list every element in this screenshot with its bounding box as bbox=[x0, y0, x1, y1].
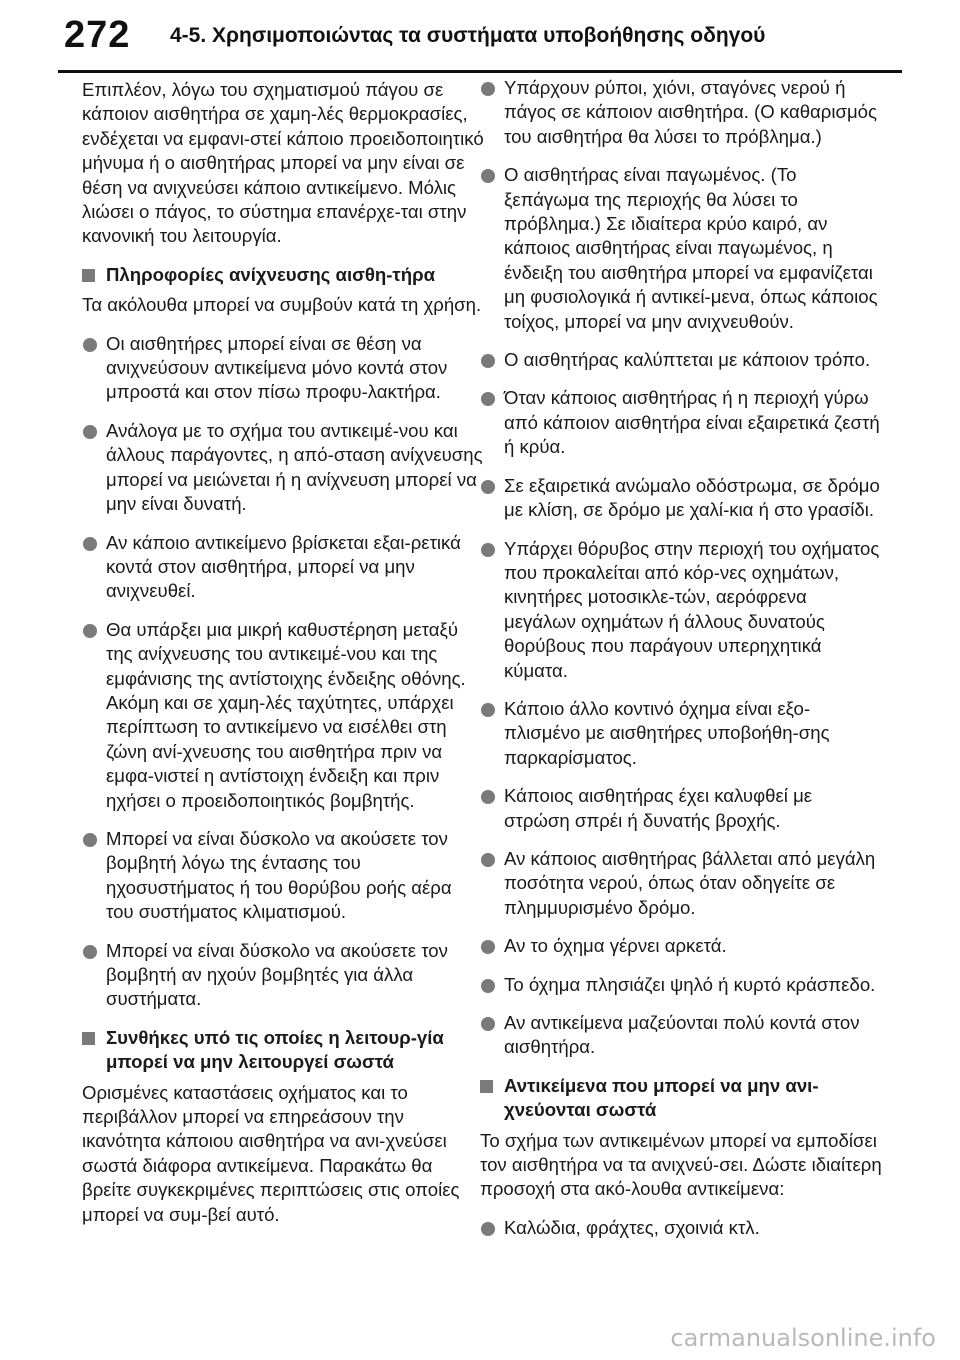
round-bullet-icon bbox=[481, 940, 495, 954]
list-item bbox=[82, 332, 484, 405]
section-heading-undetected-objects bbox=[480, 1074, 882, 1123]
list-item-text: Μπορεί να είναι δύσκολο να ακούσετε τον βομβητή αν ηχούν βομβητές για άλλα συστήματα. bbox=[106, 939, 448, 1010]
left-column bbox=[82, 78, 484, 1241]
list-item-text: Ο αισθητήρας καλύπτεται με κάποιον τρόπο. bbox=[504, 349, 871, 371]
list-item-text: Αν κάποιος αισθητήρας βάλλεται από μεγάλη ποσότητα νερού, όπως όταν οδηγείτε σε πλημμυρισμένο δρόμο. bbox=[504, 847, 876, 918]
list-item bbox=[480, 386, 882, 459]
list-item-text: Όταν κάποιος αισθητήρας ή η περιοχή γύρω από κάποιον αισθητήρα είναι εξαιρετικά ζεστή ή κρύα. bbox=[504, 387, 880, 458]
list-item bbox=[480, 784, 882, 833]
list-item-text: Καλώδια, φράχτες, σχοινιά κτλ. bbox=[504, 1216, 760, 1238]
round-bullet-icon bbox=[481, 979, 495, 993]
round-bullet-icon bbox=[481, 480, 495, 494]
list-item-text: Αν κάποιο αντικείμενο βρίσκεται εξαι-ρετικά κοντά στον αισθητήρα, μπορεί να μην ανιχνευθεί. bbox=[106, 531, 461, 602]
list-item bbox=[480, 163, 882, 334]
section-title: Συνθήκες υπό τις οποίες η λειτουρ-γία μπορεί να μην λειτουργεί σωστά bbox=[106, 1026, 444, 1073]
list-item bbox=[82, 939, 484, 1012]
list-item bbox=[82, 618, 484, 813]
list-item bbox=[480, 1011, 882, 1060]
list-item bbox=[82, 419, 484, 517]
section-heading-malfunction-conditions bbox=[82, 1026, 484, 1075]
list-item bbox=[480, 474, 882, 523]
square-bullet-icon bbox=[82, 269, 95, 282]
section-paragraph: Ορισμένες καταστάσεις οχήματος και το περιβάλλον μπορεί να επηρεάσουν την ικανότητα κάποιου αισθητήρα να ανι-χνεύσει σωστά διάφορα αντικείμενα. Παρακάτω θα βρείτε συγκεκριμένες περιπτώσεις στις οποίες μπορεί να συμ-βεί αυτό. bbox=[82, 1081, 460, 1225]
section-heading-sensor-detection bbox=[82, 263, 484, 287]
square-bullet-icon bbox=[82, 1032, 95, 1045]
list-item bbox=[82, 531, 484, 604]
page-number: 272 bbox=[64, 14, 131, 56]
list-item-text: Ανάλογα με το σχήμα του αντικειμέ-νου και άλλους παράγοντες, η από-σταση ανίχνευσης μπορεί να μειώνεται ή η ανίχνευση μπορεί να μην είναι δυνατή. bbox=[106, 419, 483, 515]
list-item-text: Οι αισθητήρες μπορεί είναι σε θέση να ανιχνεύσουν αντικείμενα μόνο κοντά στον μπροστά και στον πίσω προφυ-λακτήρα. bbox=[106, 332, 448, 403]
list-item bbox=[480, 1216, 882, 1240]
page-header bbox=[0, 0, 960, 74]
round-bullet-icon bbox=[481, 790, 495, 804]
list-item bbox=[480, 697, 882, 770]
round-bullet-icon bbox=[481, 543, 495, 557]
list-item-text: Υπάρχει θόρυβος στην περιοχή του οχήματος που προκαλείται από κόρ-νες οχημάτων, κινητήρες μοτοσικλε-τών, αερόφρενα μεγάλων οχημάτων ή άλλους δυνατούς θορύβους που παράγουν υπερηχητικά κύματα. bbox=[504, 537, 880, 681]
list-item bbox=[480, 537, 882, 683]
square-bullet-icon bbox=[480, 1080, 493, 1093]
round-bullet-icon bbox=[83, 537, 97, 551]
list-item-text: Αν αντικείμενα μαζεύονται πολύ κοντά στον αισθητήρα. bbox=[504, 1012, 860, 1058]
list-item-text: Κάποιος αισθητήρας έχει καλυφθεί με στρώση σπρέι ή δυνατής βροχής. bbox=[504, 785, 813, 831]
round-bullet-icon bbox=[481, 1222, 495, 1236]
list-item bbox=[480, 348, 882, 372]
list-item bbox=[480, 847, 882, 920]
right-column bbox=[480, 76, 882, 1254]
watermark: carmanualsonline.info bbox=[670, 1324, 936, 1352]
list-item-text: Θα υπάρξει μια μικρή καθυστέρηση μεταξύ της ανίχνευσης του αντικειμέ-νου και της εμφάνισης της αντίστοιχης ένδειξης οθόνης. Ακόμη και σε χαμη-λές ταχύτητες, υπάρχει περίπτωση το αντικείμενο να εισέλθει στη ζώνη ανί-χνευσης του αισθητήρα πριν να εμφα-νιστεί η αντίστοιχη ένδειξη και πριν ηχήσει ο προειδοποιητικός βομβητής. bbox=[106, 618, 466, 811]
list-item-text: Σε εξαιρετικά ανώμαλο οδόστρωμα, σε δρόμο με κλίση, σε δρόμο με χαλί-κια ή στο γρασίδι. bbox=[504, 474, 880, 521]
round-bullet-icon bbox=[481, 853, 495, 867]
round-bullet-icon bbox=[481, 1017, 495, 1031]
round-bullet-icon bbox=[83, 425, 97, 439]
chapter-title: 4-5. Χρησιμοποιώντας τα συστήματα υποβοήθησης οδηγού bbox=[170, 24, 766, 47]
list-item-text: Το όχημα πλησιάζει ψηλό ή κυρτό κράσπεδο. bbox=[504, 973, 876, 995]
round-bullet-icon bbox=[481, 392, 495, 406]
list-item-text: Υπάρχουν ρύποι, χιόνι, σταγόνες νερού ή πάγος σε κάποιον αισθητήρα. (Ο καθαρισμός του αισθητήρα θα λύσει το πρόβλημα.) bbox=[504, 77, 877, 147]
list-item-text: Κάποιο άλλο κοντινό όχημα είναι εξο-πλισμένο με αισθητήρες υποβοήθη-σης παρκαρίσματος. bbox=[504, 697, 830, 768]
list-item bbox=[480, 76, 882, 149]
list-item-text: Ο αισθητήρας είναι παγωμένος. (Το ξεπάγωμα της περιοχής θα λύσει το πρόβλημα.) Σε ιδιαίτερα κρύο καιρό, αν κάποιος αισθητήρας είναι παγωμένος, η ένδειξη του αισθητήρα μπορεί να εμφανίζεται μη φυσιολογικά ή αντικεί-μενα, όπως κάποιος τοίχος, μπορεί να μην ανιχνευθούν. bbox=[504, 164, 878, 332]
list-item bbox=[82, 827, 484, 925]
round-bullet-icon bbox=[83, 945, 97, 959]
section-title: Αντικείμενα που μπορεί να μην ανι-χνεύονται σωστά bbox=[504, 1074, 819, 1121]
section-title: Πληροφορίες ανίχνευσης αισθη-τήρα bbox=[106, 263, 436, 285]
round-bullet-icon bbox=[83, 624, 97, 638]
round-bullet-icon bbox=[83, 338, 97, 352]
round-bullet-icon bbox=[481, 169, 495, 183]
intro-paragraph: Επιπλέον, λόγω του σχηματισμού πάγου σε κάποιον αισθητήρα σε χαμη-λές θερμοκρασίες, ενδέχεται να εμφανι-στεί κάποιο προειδοποιητικό μήνυμα ή ο αισθητήρας μπορεί να μην είναι σε θέση να ανιχνεύσει κάποιο αντικείμενο. Μόλις λιώσει ο πάγος, το σύστημα επανέρχε-ται στην κανονική του λειτουργία. bbox=[82, 79, 484, 247]
list-item bbox=[480, 973, 882, 997]
round-bullet-icon bbox=[83, 833, 97, 847]
section-paragraph: Τα ακόλουθα μπορεί να συμβούν κατά τη χρήση. bbox=[82, 294, 482, 316]
header-rule bbox=[58, 70, 902, 73]
list-item bbox=[480, 934, 882, 958]
round-bullet-icon bbox=[481, 703, 495, 717]
list-item-text: Αν το όχημα γέρνει αρκετά. bbox=[504, 935, 727, 957]
round-bullet-icon bbox=[481, 82, 495, 96]
round-bullet-icon bbox=[481, 354, 495, 368]
list-item-text: Μπορεί να είναι δύσκολο να ακούσετε τον βομβητή λόγω της έντασης του ηχοσυστήματος ή του θορύβου ροής αέρα του συστήματος κλιματισμού. bbox=[106, 827, 452, 923]
section-paragraph: Το σχήμα των αντικειμένων μπορεί να εμποδίσει τον αισθητήρα να τα ανιχνεύ-σει. Δώστε ιδιαίτερη προσοχή στα ακό-λουθα αντικείμενα: bbox=[480, 1129, 882, 1200]
